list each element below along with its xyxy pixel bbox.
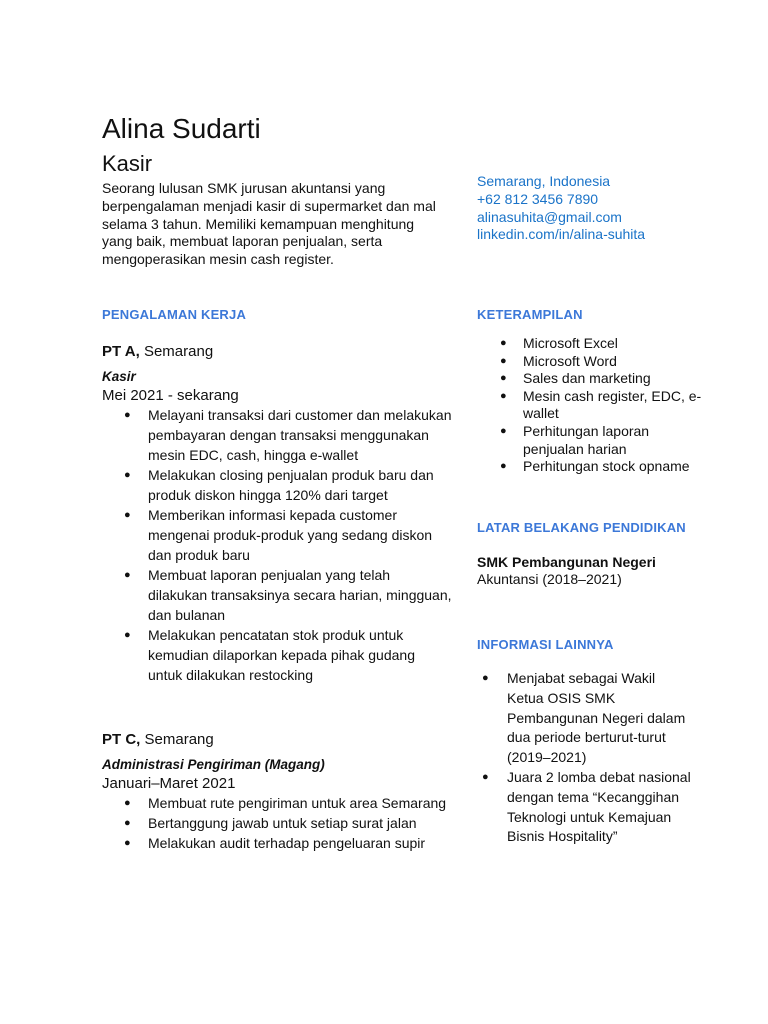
education-school: SMK Pembangunan Negeri	[477, 554, 656, 570]
job-entry	[102, 731, 452, 853]
skill-item: ● Microsoft Excel	[477, 335, 707, 353]
skill-item: ● Perhitungan laporan penjualan harian	[477, 423, 707, 458]
job-bullets	[102, 405, 452, 685]
other-item: ● Menjabat sebagai Wakil Ketua OSIS SMK Pembangunan Negeri dalam dua periode berturut-turut (2019–2021)	[477, 669, 692, 768]
job-bullet: ● Bertanggung jawab untuk setiap surat jalan	[102, 813, 452, 833]
job-bullet: ● Melakukan closing penjualan produk baru dan produk diskon hingga 120% dari target	[102, 465, 452, 505]
contact-linkedin[interactable]: linkedin.com/in/alina-suhita	[477, 226, 646, 243]
skill-item: ● Microsoft Word	[477, 353, 707, 371]
skill-item: ● Sales dan marketing	[477, 370, 707, 388]
education-heading: LATAR BELAKANG PENDIDIKAN	[477, 520, 686, 535]
contact-block	[477, 173, 645, 244]
skills-list	[477, 335, 707, 476]
contact-phone[interactable]: +62 812 3456 7890	[477, 190, 599, 207]
skill-item: ● Mesin cash register, EDC, e-wallet	[477, 388, 707, 423]
skills-section	[477, 335, 707, 476]
profile-summary: Seorang lulusan SMK jurusan akuntansi yang berpengalaman menjadi kasir di supermarket dan mal selama 3 tahun. Memiliki kemampuan menghitung yang baik, membuat laporan penjualan, serta mengoperasikan mesin cash register.	[102, 180, 436, 268]
experience-heading: PENGALAMAN KERJA	[102, 307, 247, 322]
job-period: Mei 2021 - sekarang	[102, 387, 239, 404]
job-bullet: ● Melakukan pencatatan stok produk untuk kemudian dilaporkan kepada pihak gudang untuk dilakukan restocking	[102, 625, 452, 685]
skills-heading: KETERAMPILAN	[477, 307, 583, 322]
company-name: PT A,	[102, 343, 140, 360]
candidate-name: Alina Sudarti	[102, 113, 261, 144]
contact-email[interactable]: alinasuhita@gmail.com	[477, 208, 622, 225]
job-bullet: ● Membuat rute pengiriman untuk area Semarang	[102, 793, 452, 813]
contact-location: Semarang, Indonesia	[477, 173, 611, 189]
company-city: Semarang	[139, 343, 214, 360]
job-bullet: ● Melakukan audit terhadap pengeluaran supir	[102, 833, 452, 853]
job-company	[102, 731, 452, 749]
education-entry	[477, 554, 656, 587]
job-period: Januari–Maret 2021	[102, 775, 236, 792]
job-title: Kasir	[102, 369, 136, 384]
company-name: PT C,	[102, 731, 141, 748]
other-list	[477, 669, 692, 847]
job-bullet: ● Membuat laporan penjualan yang telah dilakukan transaksinya secara harian, mingguan, dan bulanan	[102, 565, 452, 625]
job-company	[102, 343, 452, 361]
job-entry	[102, 343, 452, 685]
candidate-role: Kasir	[102, 151, 153, 176]
job-bullet: ● Memberikan informasi kepada customer mengenai produk-produk yang sedang diskon dan produk baru	[102, 505, 452, 565]
job-title: Administrasi Pengiriman (Magang)	[102, 757, 325, 772]
job-bullet: ● Melayani transaksi dari customer dan melakukan pembayaran dengan transaksi menggunakan mesin EDC, cash, hingga e-wallet	[102, 405, 452, 465]
other-heading: INFORMASI LAINNYA	[477, 637, 614, 652]
education-detail: Akuntansi (2018–2021)	[477, 571, 622, 587]
job-bullets	[102, 793, 452, 853]
other-item: ● Juara 2 lomba debat nasional dengan tema “Kecanggihan Teknologi untuk Kemajuan Bisnis Hospitality”	[477, 768, 692, 847]
skill-item: ● Perhitungan stock opname	[477, 458, 707, 476]
company-city: Semarang	[140, 731, 214, 748]
other-section	[477, 669, 692, 847]
